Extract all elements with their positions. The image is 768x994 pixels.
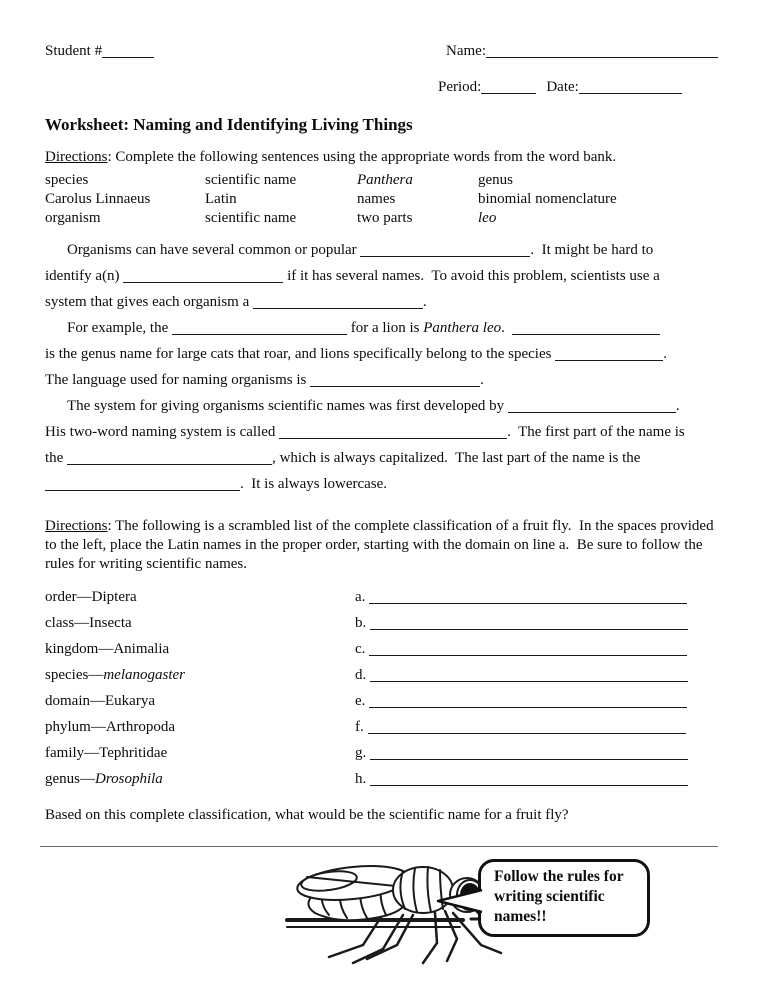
classification-row bbox=[45, 766, 718, 792]
answer-line bbox=[355, 584, 687, 610]
answer-letter: b. bbox=[355, 615, 367, 631]
answer-letter: g. bbox=[355, 745, 367, 761]
word-bank-term: Panthera bbox=[357, 172, 413, 188]
page-title: Worksheet: Naming and Identifying Living Things bbox=[45, 115, 413, 134]
name-field bbox=[446, 40, 718, 62]
answer-letter: f. bbox=[355, 719, 364, 735]
classification-term: class—Insecta bbox=[45, 615, 132, 631]
answer-letter: d. bbox=[355, 667, 367, 683]
paragraph-text: . bbox=[675, 398, 680, 414]
fill-in-paragraph-1 bbox=[45, 237, 718, 315]
speech-bubble-text bbox=[494, 867, 641, 927]
classification-term: order—Diptera bbox=[45, 589, 137, 605]
answer-line bbox=[355, 636, 687, 662]
answer-line bbox=[355, 714, 686, 740]
classification-row bbox=[45, 688, 718, 714]
directions-1 bbox=[45, 148, 718, 167]
paragraph-text: the bbox=[45, 450, 68, 466]
paragraph-text: system that gives each organism a bbox=[45, 294, 254, 310]
header-row-1 bbox=[45, 40, 718, 62]
fill-in-blank bbox=[123, 270, 283, 283]
classification-row bbox=[45, 636, 718, 662]
answer-line bbox=[355, 766, 688, 792]
word-bank-term: binomial nomenclature bbox=[478, 191, 617, 207]
paragraph-text: identify a(n) bbox=[45, 268, 124, 284]
period-blank bbox=[481, 81, 536, 94]
period-label: Period: bbox=[438, 79, 482, 95]
paragraph-text: Panthera leo bbox=[423, 320, 502, 336]
question-text: Based on this complete classification, what would be the scientific name for a fruit fly? bbox=[45, 807, 569, 823]
speech-bubble bbox=[478, 859, 650, 937]
speech-bubble-line: writing scientific bbox=[494, 888, 605, 905]
fill-in-blank bbox=[370, 617, 688, 630]
paragraph-text: . bbox=[501, 320, 513, 336]
date-label: Date: bbox=[546, 79, 579, 95]
paragraph-text: The system for giving organisms scientific names was first developed by bbox=[67, 398, 508, 414]
fill-in-blank bbox=[370, 773, 688, 786]
paragraph-text: . bbox=[663, 346, 667, 362]
name-blank bbox=[486, 45, 718, 58]
date-blank bbox=[579, 81, 682, 94]
paragraph-text: . The first part of the name is bbox=[507, 424, 685, 440]
paragraph-text: if it has several names. To avoid this problem, scientists use a bbox=[283, 268, 660, 284]
word-bank-column bbox=[45, 171, 205, 228]
fill-in-blank bbox=[555, 348, 663, 361]
fill-in-paragraph-2 bbox=[45, 315, 718, 393]
word-bank bbox=[45, 171, 718, 228]
word-bank-term: Carolus Linnaeus bbox=[45, 191, 151, 207]
paragraph-line bbox=[45, 237, 718, 263]
answer-letter: h. bbox=[355, 771, 367, 787]
classification-row bbox=[45, 714, 718, 740]
fill-in-blank bbox=[369, 695, 687, 708]
classification-term: genus—Drosophila bbox=[45, 771, 163, 787]
speech-bubble-tail bbox=[436, 888, 484, 918]
fill-in-paragraph-3 bbox=[45, 393, 718, 497]
paragraph-text: , which is always capitalized. The last part of the name is the bbox=[272, 450, 641, 466]
directions-2-text: : The following is a scrambled list of the complete classification of a fruit fly. In the spaces provided to the left, place the Latin names in the proper order, starting with the domain on line a. Be sure to follow the rules for writing scientific names. bbox=[45, 518, 718, 572]
word-bank-term: scientific name bbox=[205, 210, 297, 226]
word-bank-term: organism bbox=[45, 210, 101, 226]
word-bank-term: scientific name bbox=[205, 172, 297, 188]
answer-rule-line bbox=[40, 846, 718, 847]
paragraph-line bbox=[45, 445, 718, 471]
word-bank-term: leo bbox=[478, 210, 497, 226]
paragraph-line bbox=[45, 341, 718, 367]
paragraph-line bbox=[45, 419, 718, 445]
paragraph-text: The language used for naming organisms is bbox=[45, 372, 311, 388]
name-label: Name: bbox=[446, 43, 486, 59]
fill-in-blank bbox=[369, 643, 687, 656]
directions-1-text: : Complete the following sentences using the appropriate words from the word bank. bbox=[107, 149, 617, 165]
fill-in-blank bbox=[368, 721, 686, 734]
classification-term: domain—Eukarya bbox=[45, 693, 155, 709]
classification-row bbox=[45, 662, 718, 688]
paragraph-text: Organisms can have several common or popular bbox=[67, 242, 361, 258]
word-bank-term: two parts bbox=[357, 210, 413, 226]
fill-in-blank bbox=[253, 296, 423, 309]
footer-illustration-area bbox=[45, 855, 718, 990]
speech-bubble-line: Follow the rules for bbox=[494, 868, 624, 885]
answer-line bbox=[355, 740, 688, 766]
speech-bubble-line: names!! bbox=[494, 908, 547, 925]
classification-row bbox=[45, 610, 718, 636]
paragraph-line bbox=[45, 289, 718, 315]
paragraph-text: . It might be hard to bbox=[530, 242, 654, 258]
student-number-label: Student # bbox=[45, 43, 103, 59]
fill-in-blank bbox=[67, 452, 272, 465]
paragraph-line bbox=[45, 471, 718, 497]
word-bank-column bbox=[478, 171, 617, 228]
header-row-2 bbox=[45, 76, 718, 98]
fill-in-blank bbox=[279, 426, 507, 439]
paragraph-text: . bbox=[423, 294, 427, 310]
fill-in-blank bbox=[172, 322, 347, 335]
directions-2 bbox=[45, 517, 718, 574]
student-number-blank bbox=[102, 45, 154, 58]
paragraph-line bbox=[45, 367, 718, 393]
classification-term: species—melanogaster bbox=[45, 667, 185, 683]
word-bank-term: genus bbox=[478, 172, 513, 188]
word-bank-column bbox=[357, 171, 478, 228]
paragraph-line bbox=[45, 263, 718, 289]
paragraph-text: His two-word naming system is called bbox=[45, 424, 280, 440]
word-bank-term: names bbox=[357, 191, 396, 207]
answer-letter: e. bbox=[355, 693, 366, 709]
classification-row bbox=[45, 584, 718, 610]
answer-line bbox=[355, 662, 688, 688]
answer-letter: c. bbox=[355, 641, 366, 657]
paragraph-text: is the genus name for large cats that roar, and lions specifically belong to the species bbox=[45, 346, 556, 362]
fill-in-blank bbox=[45, 478, 240, 491]
paragraph-line bbox=[45, 315, 718, 341]
answer-line bbox=[355, 610, 688, 636]
fill-in-blank bbox=[370, 747, 688, 760]
classification-term: kingdom—Animalia bbox=[45, 641, 170, 657]
word-bank-column bbox=[205, 171, 357, 228]
answer-letter: a. bbox=[355, 589, 366, 605]
answer-line bbox=[355, 688, 687, 714]
fill-in-blank bbox=[512, 322, 660, 335]
fill-in-blank bbox=[360, 244, 530, 257]
paragraph-text: For example, the bbox=[67, 320, 172, 336]
word-bank-term: species bbox=[45, 172, 89, 188]
paragraph-text: . It is always lowercase. bbox=[240, 476, 388, 492]
period-date-field bbox=[438, 76, 718, 98]
classification-list bbox=[45, 584, 718, 792]
word-bank-term: Latin bbox=[205, 191, 237, 207]
paragraph-text: for a lion is bbox=[346, 320, 424, 336]
fill-in-blank bbox=[370, 669, 688, 682]
classification-term: family—Tephritidae bbox=[45, 745, 168, 761]
student-number-field bbox=[45, 40, 154, 62]
classification-row bbox=[45, 740, 718, 766]
fill-in-blank bbox=[508, 400, 676, 413]
paragraph-text: . bbox=[480, 372, 484, 388]
classification-term: phylum—Arthropoda bbox=[45, 719, 175, 735]
fill-in-blank bbox=[310, 374, 480, 387]
paragraph-line bbox=[45, 393, 718, 419]
directions-2-label: Directions bbox=[45, 518, 108, 534]
directions-1-label: Directions bbox=[45, 149, 108, 165]
fill-in-blank bbox=[369, 591, 687, 604]
